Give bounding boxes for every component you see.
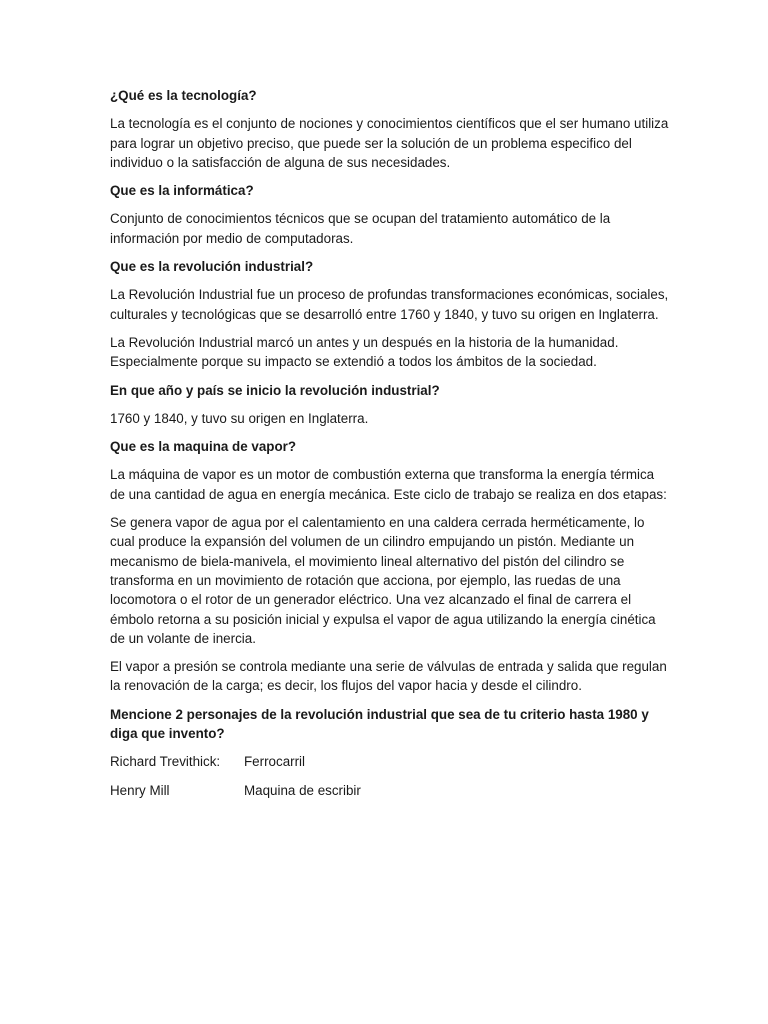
question-heading: Que es la maquina de vapor? bbox=[110, 439, 297, 455]
answer-paragraph: 1760 y 1840, y tuvo su origen en Inglaterra. bbox=[110, 410, 369, 426]
invention-name: Maquina de escribir bbox=[244, 782, 361, 798]
answer-paragraph: Conjunto de conocimientos técnicos que se ocupan del tratamiento automático de la información por medio de computadoras. bbox=[110, 211, 611, 246]
inventor-name: Henry Mill bbox=[110, 782, 170, 798]
inventor-row bbox=[110, 752, 670, 771]
question-heading: ¿Qué es la tecnología? bbox=[110, 88, 257, 103]
answer-paragraph: La tecnología es el conjunto de nociones y conocimientos científicos que el ser humano utiliza para lograr un objetivo preciso, que puede ser la solución de un problema especifico del individuo o la satisfacción de alguna de sus necesidades. bbox=[110, 116, 669, 170]
answer-paragraph: La máquina de vapor es un motor de combustión externa que transforma la energía térmica de una cantidad de agua en energía mecánica. Este ciclo de trabajo se realiza en dos etapas: bbox=[110, 467, 667, 502]
question-heading: En que año y país se inicio la revolución industrial? bbox=[110, 382, 440, 398]
document-page bbox=[110, 86, 670, 809]
invention-name: Ferrocarril bbox=[244, 754, 306, 770]
answer-paragraph: Se genera vapor de agua por el calentamiento en una caldera cerrada herméticamente, lo cual produce la expansión del volumen de un cilindro empujando un pistón. Mediante un mecanismo de biela-manivela, el movimiento lineal alternativo del pistón del cilindro se transforma en un movimiento de rotación que acciona, por ejemplo, las ruedas de una locomotora o el rotor de un generador eléctrico. Una vez alcanzado el final de carrera el émbolo retorna a su posición inicial y expulsa el vapor de agua utilizando la energía cinética de un volante de inercia. bbox=[110, 515, 656, 646]
question-heading: Mencione 2 personajes de la revolución industrial que sea de tu criterio hasta 1980 y diga que invento? bbox=[110, 706, 649, 742]
inventors-list bbox=[110, 752, 670, 800]
inventor-row bbox=[110, 781, 670, 800]
question-heading: Que es la informática? bbox=[110, 183, 254, 199]
question-heading: Que es la revolución industrial? bbox=[110, 259, 314, 275]
answer-paragraph: La Revolución Industrial fue un proceso de profundas transformaciones económicas, sociales, culturales y tecnológicas que se desarrolló entre 1760 y 1840, y tuvo su origen en Inglaterra. bbox=[110, 287, 669, 322]
answer-paragraph: La Revolución Industrial marcó un antes y un después en la historia de la humanidad. Especialmente porque su impacto se extendió a todos los ámbitos de la sociedad. bbox=[110, 334, 619, 370]
inventor-name: Richard Trevithick: bbox=[110, 754, 221, 770]
answer-paragraph: El vapor a presión se controla mediante una serie de válvulas de entrada y salida que regulan la renovación de la carga; es decir, los flujos del vapor hacia y desde el cilindro. bbox=[110, 659, 667, 694]
